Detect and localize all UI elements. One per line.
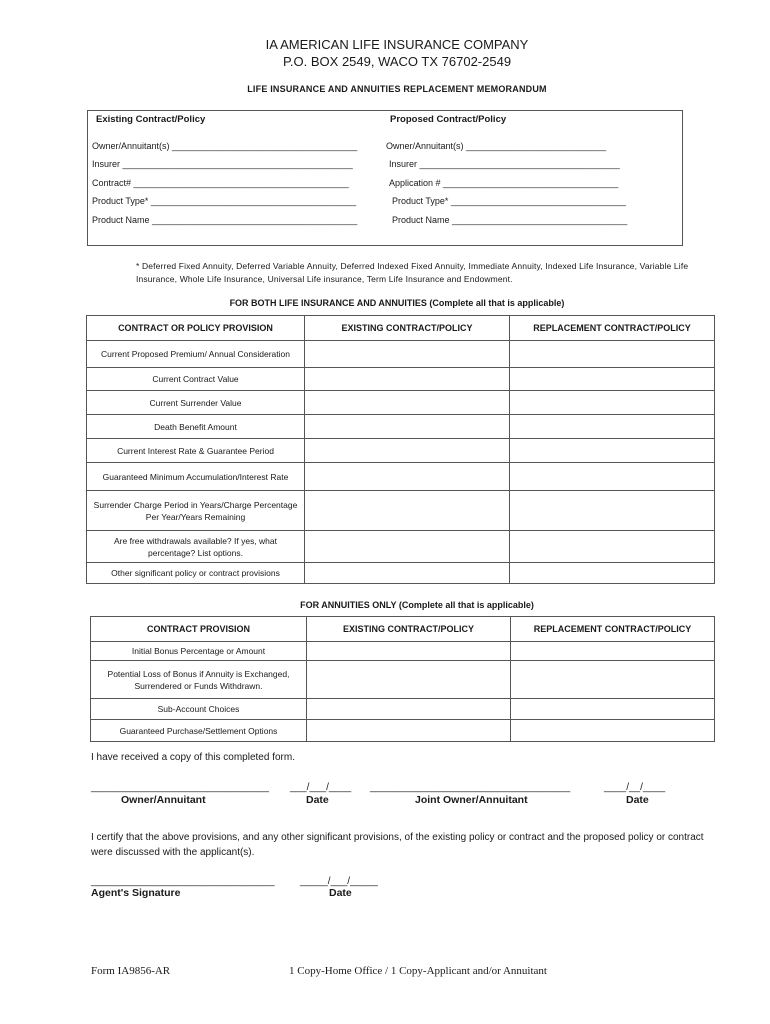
memo-title: LIFE INSURANCE AND ANNUITIES REPLACEMENT MEMORANDUM bbox=[247, 84, 547, 94]
product-type-note: * Deferred Fixed Annuity, Deferred Variable Annuity, Deferred Indexed Fixed Annuity, Immediate Annuity, Indexed Life Insurance, Variable Life Insurance, Whole Life Insurance, Universal Life insurance, Term Life Insurance and Endowment. bbox=[136, 261, 689, 284]
table2-header-provision: CONTRACT PROVISION bbox=[91, 617, 307, 642]
owner-date-line[interactable]: ___/___/____ bbox=[290, 782, 352, 793]
existing-cell[interactable] bbox=[305, 341, 510, 368]
existing-product-name-field[interactable]: Product Name _________________________________________ bbox=[92, 215, 358, 225]
existing-cell[interactable] bbox=[305, 368, 510, 391]
existing-product-type-field[interactable]: Product Type* _________________________________________ bbox=[92, 196, 357, 206]
proposed-insurer-field[interactable]: Insurer ________________________________________ bbox=[389, 159, 620, 169]
table-row-label: Death Benefit Amount bbox=[87, 415, 305, 439]
acknowledgement-text: I have received a copy of this completed form. bbox=[91, 752, 295, 763]
agent-signature-label: Agent's Signature bbox=[91, 887, 181, 899]
annuity-only-comparison-table bbox=[90, 616, 715, 742]
replacement-cell[interactable] bbox=[510, 531, 715, 563]
existing-cell[interactable] bbox=[305, 463, 510, 491]
existing-cell[interactable] bbox=[307, 720, 511, 742]
form-id: Form IA9856-AR bbox=[91, 965, 171, 977]
existing-cell[interactable] bbox=[305, 531, 510, 563]
owner-signature-line[interactable]: ________________________________ bbox=[91, 782, 269, 793]
table-row-label: Guaranteed Purchase/Settlement Options bbox=[91, 720, 307, 742]
agent-certification-text: I certify that the above provisions, and any other significant provisions, of the existing policy or contract and the proposed policy or contract were discussed with the applicant(s). bbox=[91, 832, 704, 858]
replacement-cell[interactable] bbox=[511, 699, 715, 720]
replacement-cell[interactable] bbox=[510, 439, 715, 463]
life-annuity-comparison-table bbox=[86, 315, 715, 584]
table2-header-existing: EXISTING CONTRACT/POLICY bbox=[307, 617, 511, 642]
company-name: IA AMERICAN LIFE INSURANCE COMPANY bbox=[265, 37, 529, 52]
existing-cell[interactable] bbox=[307, 642, 511, 661]
existing-insurer-field[interactable]: Insurer ______________________________________________ bbox=[92, 159, 353, 169]
existing-owner-field[interactable]: Owner/Annuitant(s) _____________________________________ bbox=[92, 141, 358, 151]
table-row-label: Sub-Account Choices bbox=[91, 699, 307, 720]
owner-date-label: Date bbox=[306, 794, 329, 806]
table1-title: FOR BOTH LIFE INSURANCE AND ANNUITIES (Complete all that is applicable) bbox=[229, 298, 565, 308]
table-row-label: Guaranteed Minimum Accumulation/Interest Rate bbox=[87, 463, 305, 491]
table2-title: FOR ANNUITIES ONLY (Complete all that is applicable) bbox=[300, 600, 534, 610]
replacement-cell[interactable] bbox=[510, 463, 715, 491]
owner-annuitant-label: Owner/Annuitant bbox=[121, 794, 206, 806]
existing-cell[interactable] bbox=[305, 491, 510, 531]
table-row-label: Current Contract Value bbox=[87, 368, 305, 391]
joint-owner-signature-line[interactable]: ____________________________________ bbox=[370, 782, 571, 793]
replacement-cell[interactable] bbox=[510, 391, 715, 415]
agent-date-label: Date bbox=[329, 887, 352, 899]
existing-cell[interactable] bbox=[305, 563, 510, 584]
replacement-cell[interactable] bbox=[510, 491, 715, 531]
replacement-cell[interactable] bbox=[510, 341, 715, 368]
proposed-product-type-field[interactable]: Product Type* ___________________________________ bbox=[392, 196, 627, 206]
agent-signature-line[interactable]: _________________________________ bbox=[91, 876, 275, 887]
table1-header-replacement: REPLACEMENT CONTRACT/POLICY bbox=[510, 316, 715, 341]
existing-cell[interactable] bbox=[305, 391, 510, 415]
proposed-contract-heading: Proposed Contract/Policy bbox=[390, 114, 507, 125]
replacement-cell[interactable] bbox=[511, 661, 715, 699]
replacement-cell[interactable] bbox=[510, 563, 715, 584]
existing-cell[interactable] bbox=[305, 439, 510, 463]
table-row-label: Current Proposed Premium/ Annual Consideration bbox=[87, 341, 305, 368]
replacement-cell[interactable] bbox=[511, 642, 715, 661]
table-row-label: Initial Bonus Percentage or Amount bbox=[91, 642, 307, 661]
table1-header-existing: EXISTING CONTRACT/POLICY bbox=[305, 316, 510, 341]
table-row-label: Current Interest Rate & Guarantee Period bbox=[87, 439, 305, 463]
proposed-application-field[interactable]: Application # ___________________________________ bbox=[389, 178, 619, 188]
table-row-label: Current Surrender Value bbox=[87, 391, 305, 415]
table2-header-replacement: REPLACEMENT CONTRACT/POLICY bbox=[511, 617, 715, 642]
replacement-cell[interactable] bbox=[510, 415, 715, 439]
joint-date-line[interactable]: ____/__/____ bbox=[604, 782, 666, 793]
existing-contract-heading: Existing Contract/Policy bbox=[96, 114, 206, 125]
replacement-cell[interactable] bbox=[510, 368, 715, 391]
existing-cell[interactable] bbox=[307, 699, 511, 720]
proposed-owner-field[interactable]: Owner/Annuitant(s) ____________________________ bbox=[386, 141, 607, 151]
table-row-label: Potential Loss of Bonus if Annuity is Exchanged, Surrendered or Funds Withdrawn. bbox=[91, 661, 307, 699]
table1-header-provision: CONTRACT OR POLICY PROVISION bbox=[87, 316, 305, 341]
table-row-label: Other significant policy or contract provisions bbox=[87, 563, 305, 584]
joint-owner-label: Joint Owner/Annuitant bbox=[415, 794, 528, 806]
joint-date-label: Date bbox=[626, 794, 649, 806]
company-header bbox=[0, 36, 770, 70]
existing-cell[interactable] bbox=[307, 661, 511, 699]
copy-distribution: 1 Copy-Home Office / 1 Copy-Applicant and/or Annuitant bbox=[289, 965, 547, 977]
proposed-product-name-field[interactable]: Product Name ___________________________________ bbox=[392, 215, 628, 225]
agent-date-line[interactable]: _____/___/_____ bbox=[300, 876, 378, 887]
existing-contract-number-field[interactable]: Contract# ___________________________________________ bbox=[92, 178, 349, 188]
existing-cell[interactable] bbox=[305, 415, 510, 439]
table-row-label: Surrender Charge Period in Years/Charge Percentage Per Year/Years Remaining bbox=[87, 491, 305, 531]
company-address: P.O. BOX 2549, WACO TX 76702-2549 bbox=[282, 54, 512, 69]
table-row-label: Are free withdrawals available? If yes, what percentage? List options. bbox=[87, 531, 305, 563]
replacement-cell[interactable] bbox=[511, 720, 715, 742]
